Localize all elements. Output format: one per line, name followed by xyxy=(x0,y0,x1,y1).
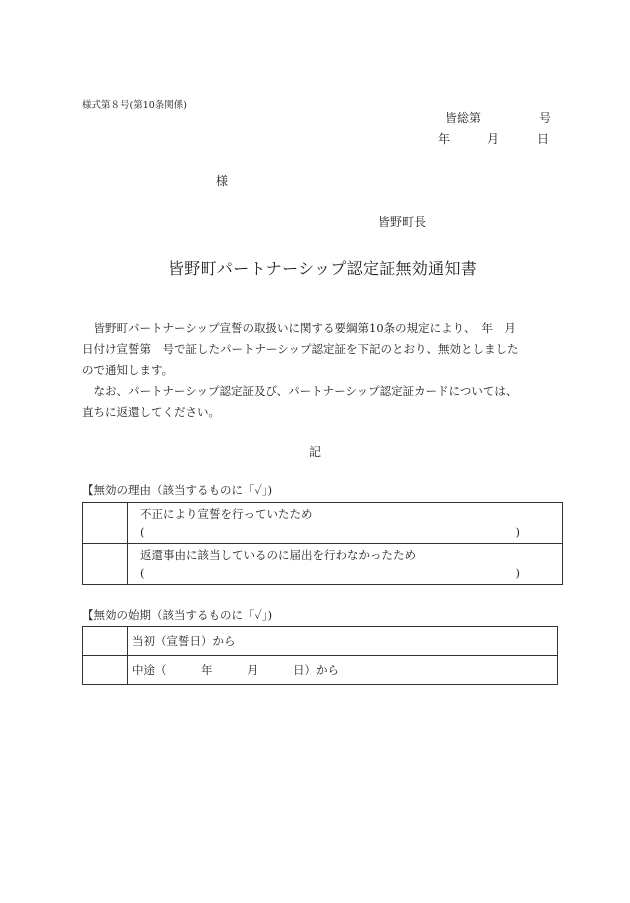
start-checkbox-cell[interactable] xyxy=(83,627,128,656)
open-paren: ( xyxy=(140,525,145,539)
table-row xyxy=(83,656,558,685)
issue-date xyxy=(438,130,553,146)
office-number xyxy=(445,109,552,126)
close-paren: ) xyxy=(515,525,520,539)
reason-checkbox-cell[interactable] xyxy=(83,503,128,544)
date-day: 日 xyxy=(537,132,550,146)
body-line: 日付け宣誓第 号で証したパートナーシップ認定証を下記のとおり、無効としました xyxy=(82,342,519,356)
reason-text-cell xyxy=(128,544,563,585)
notice-body xyxy=(82,318,557,423)
start-section-label: 【無効の始期（該当するものに「✓」) xyxy=(82,608,273,622)
table-row xyxy=(83,544,563,585)
issuer: 皆野町長 xyxy=(378,215,427,229)
start-checkbox-cell[interactable] xyxy=(83,656,128,685)
table-row xyxy=(83,503,563,544)
reason-detail-field[interactable] xyxy=(140,564,520,582)
body-line: ので通知します。 xyxy=(82,363,174,377)
ki-heading: 記 xyxy=(309,445,322,459)
reason-text: 不正により宣誓を行っていたため xyxy=(140,507,313,521)
form-number: 様式第８号(第10条関係) xyxy=(82,100,188,111)
reason-checkbox-cell[interactable] xyxy=(83,544,128,585)
start-table xyxy=(82,626,558,685)
open-paren: ( xyxy=(140,566,145,580)
start-text: 中途（ 年 月 日）から xyxy=(128,656,558,685)
office-number-prefix: 皆総第 xyxy=(445,111,482,125)
start-text: 当初（宣誓日）から xyxy=(128,627,558,656)
reason-text-cell xyxy=(128,503,563,544)
table-row xyxy=(83,627,558,656)
document-title: 皆野町パートナーシップ認定証無効通知書 xyxy=(168,259,478,278)
body-line: 直ちに返還してください。 xyxy=(82,405,220,419)
reason-text: 返還事由に該当しているのに届出を行わなかったため xyxy=(140,548,416,562)
date-year: 年 xyxy=(438,132,451,146)
body-line: 皆野町パートナーシップ宣誓の取扱いに関する要綱第10条の規定により、 年 月 xyxy=(93,321,516,335)
close-paren: ) xyxy=(515,566,520,580)
addressee-suffix: 様 xyxy=(216,174,229,188)
reason-table xyxy=(82,502,563,585)
reason-section-label: 【無効の理由（該当するものに「✓」) xyxy=(82,483,273,497)
reason-detail-field[interactable] xyxy=(140,523,520,541)
body-line: なお、パートナーシップ認定証及び、パートナーシップ認定証カードについては、 xyxy=(93,384,518,398)
date-month: 月 xyxy=(487,132,500,146)
office-number-suffix: 号 xyxy=(539,111,552,125)
